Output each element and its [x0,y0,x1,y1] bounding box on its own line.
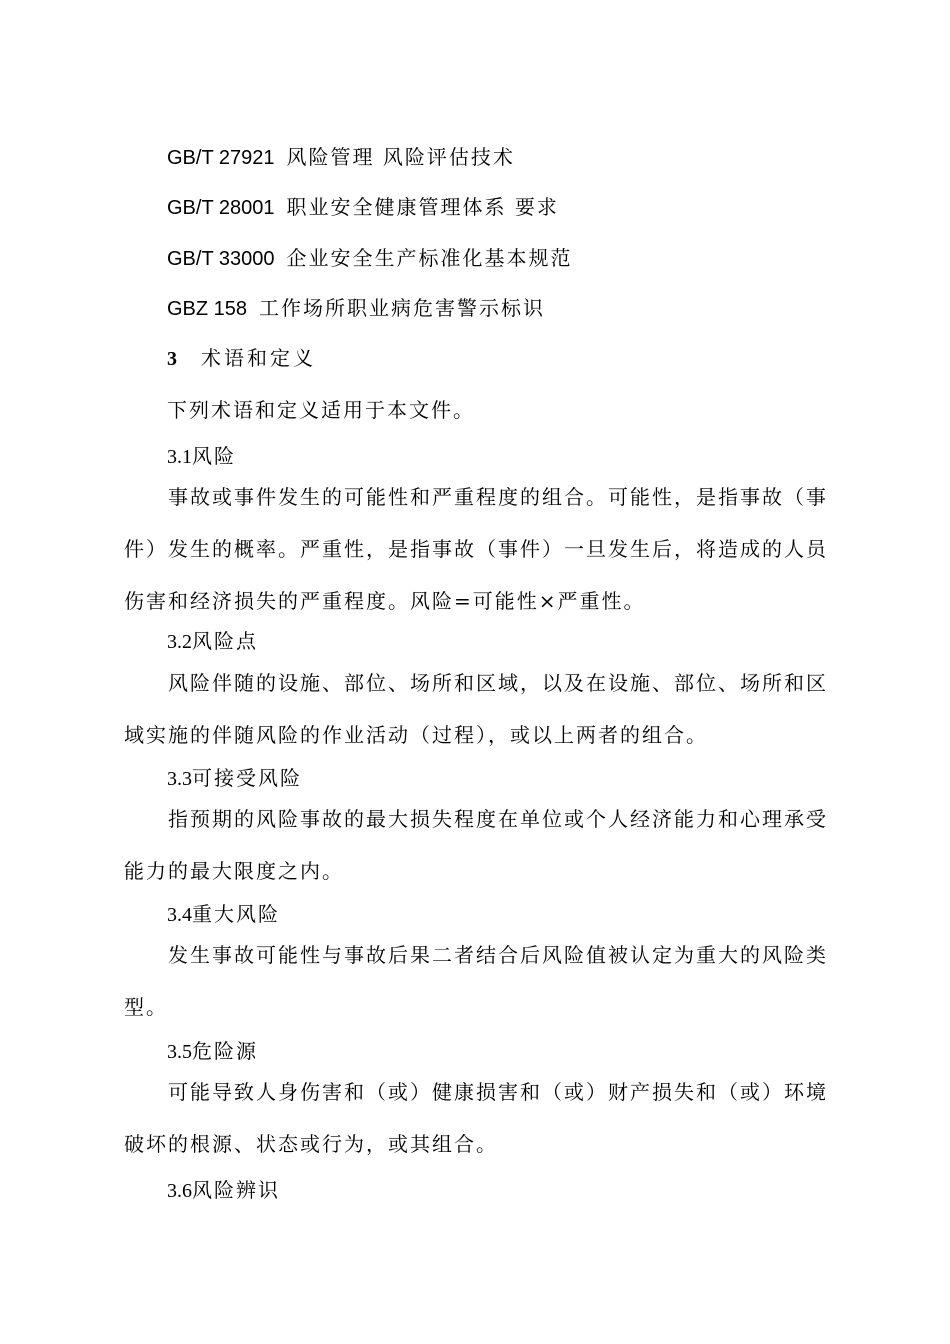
section-heading [167,343,316,374]
reference-code: GB/T 28001 [167,197,275,219]
term-number: 3.6 [167,1180,192,1202]
term-definition: 指预期的风险事故的最大损失程度在单位或个人经济能力和心理承受能力的最大限度之内。 [124,807,828,883]
reference-line [167,192,559,223]
reference-code: GB/T 33000 [167,248,275,270]
term-definition: 风险伴随的设施、部位、场所和区域，以及在设施、部位、场所和区域实施的伴随风险的作业活动（过程），或以上两者的组合。 [124,671,828,747]
term-number: 3.5 [167,1041,192,1063]
section-intro: 下列术语和定义适用于本文件。 [167,398,475,422]
section-number: 3 [167,348,177,370]
term-title: 重大风险 [192,902,280,926]
reference-line [167,142,515,173]
term-number: 3.4 [167,904,192,926]
term-number: 3.3 [167,768,192,790]
reference-title: 职业安全健康管理体系 要求 [286,195,559,219]
term-title: 危险源 [192,1039,258,1063]
reference-line [167,293,545,324]
term-heading [167,626,258,657]
term-definition: 可能导致人身伤害和（或）健康损害和（或）财产损失和（或）环境破坏的根源、状态或行为，或其组合。 [124,1080,828,1156]
term-heading [167,899,280,930]
term-heading [167,1036,258,1067]
term-definition: 发生事故可能性与事故后果二者结合后风险值被认定为重大的风险类型。 [124,943,828,1019]
section-title: 术语和定义 [201,346,316,370]
reference-line [167,243,572,274]
term-title: 风险点 [192,629,258,653]
term-heading [167,441,236,472]
term-heading [167,763,302,794]
reference-title: 企业安全生产标准化基本规范 [286,246,573,270]
term-definition: 事故或事件发生的可能性和严重程度的组合。可能性，是指事故（事件）发生的概率。严重性，是指事故（事件）一旦发生后，将造成的人员伤害和经济损失的严重程度。风险=可能性×严重性。 [124,485,828,613]
reference-code: GBZ 158 [167,298,248,320]
reference-title: 工作场所职业病危害警示标识 [259,296,546,320]
term-heading [167,1175,280,1206]
reference-title: 风险管理 风险评估技术 [286,145,515,169]
term-title: 风险 [192,444,236,468]
reference-code: GB/T 27921 [167,147,275,169]
term-title: 可接受风险 [192,766,302,790]
term-number: 3.2 [167,631,192,653]
term-number: 3.1 [167,446,192,468]
term-title: 风险辨识 [192,1178,280,1202]
